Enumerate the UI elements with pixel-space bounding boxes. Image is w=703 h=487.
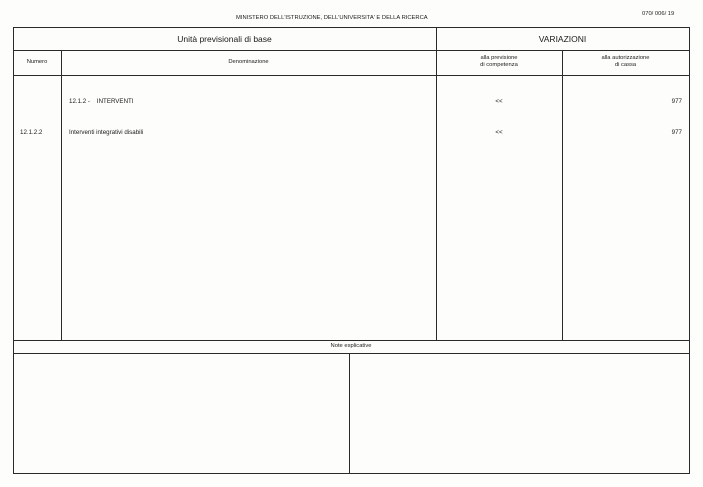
column-header-cassa-line2: di cassa bbox=[614, 62, 637, 68]
notes-panel-right bbox=[350, 354, 689, 473]
row-denominazione: Interventi integrativi disabili bbox=[69, 129, 144, 136]
column-header-competenza-line2: di competenza bbox=[480, 62, 518, 68]
ministry-title: MINISTERO DELL'ISTRUZIONE, DELL'UNIVERSITA' E DELLA RICERCA bbox=[236, 15, 428, 21]
section-right-title: VARIAZIONI bbox=[538, 34, 587, 44]
page-code: 070/ 006/ 19 bbox=[642, 11, 675, 17]
column-header-competenza-line1: alla previsione bbox=[480, 55, 518, 61]
row-competenza: << bbox=[495, 98, 503, 105]
row-numero: 12.1.2.2 bbox=[20, 129, 43, 136]
notes-panel-left bbox=[14, 354, 349, 473]
row-cassa: 977 bbox=[671, 129, 682, 136]
notes-title: Note esplicative bbox=[330, 343, 372, 349]
row-competenza: << bbox=[495, 129, 503, 136]
row-cassa: 977 bbox=[671, 98, 682, 105]
row-denominazione: 12.1.2 - INTERVENTI bbox=[69, 98, 134, 105]
column-header-cassa-line1: alla autorizzazione bbox=[601, 55, 650, 61]
section-left-title: Unità previsionali di base bbox=[177, 34, 272, 44]
column-header-numero: Numero bbox=[26, 59, 48, 65]
column-header-denominazione: Denominazione bbox=[228, 59, 269, 65]
